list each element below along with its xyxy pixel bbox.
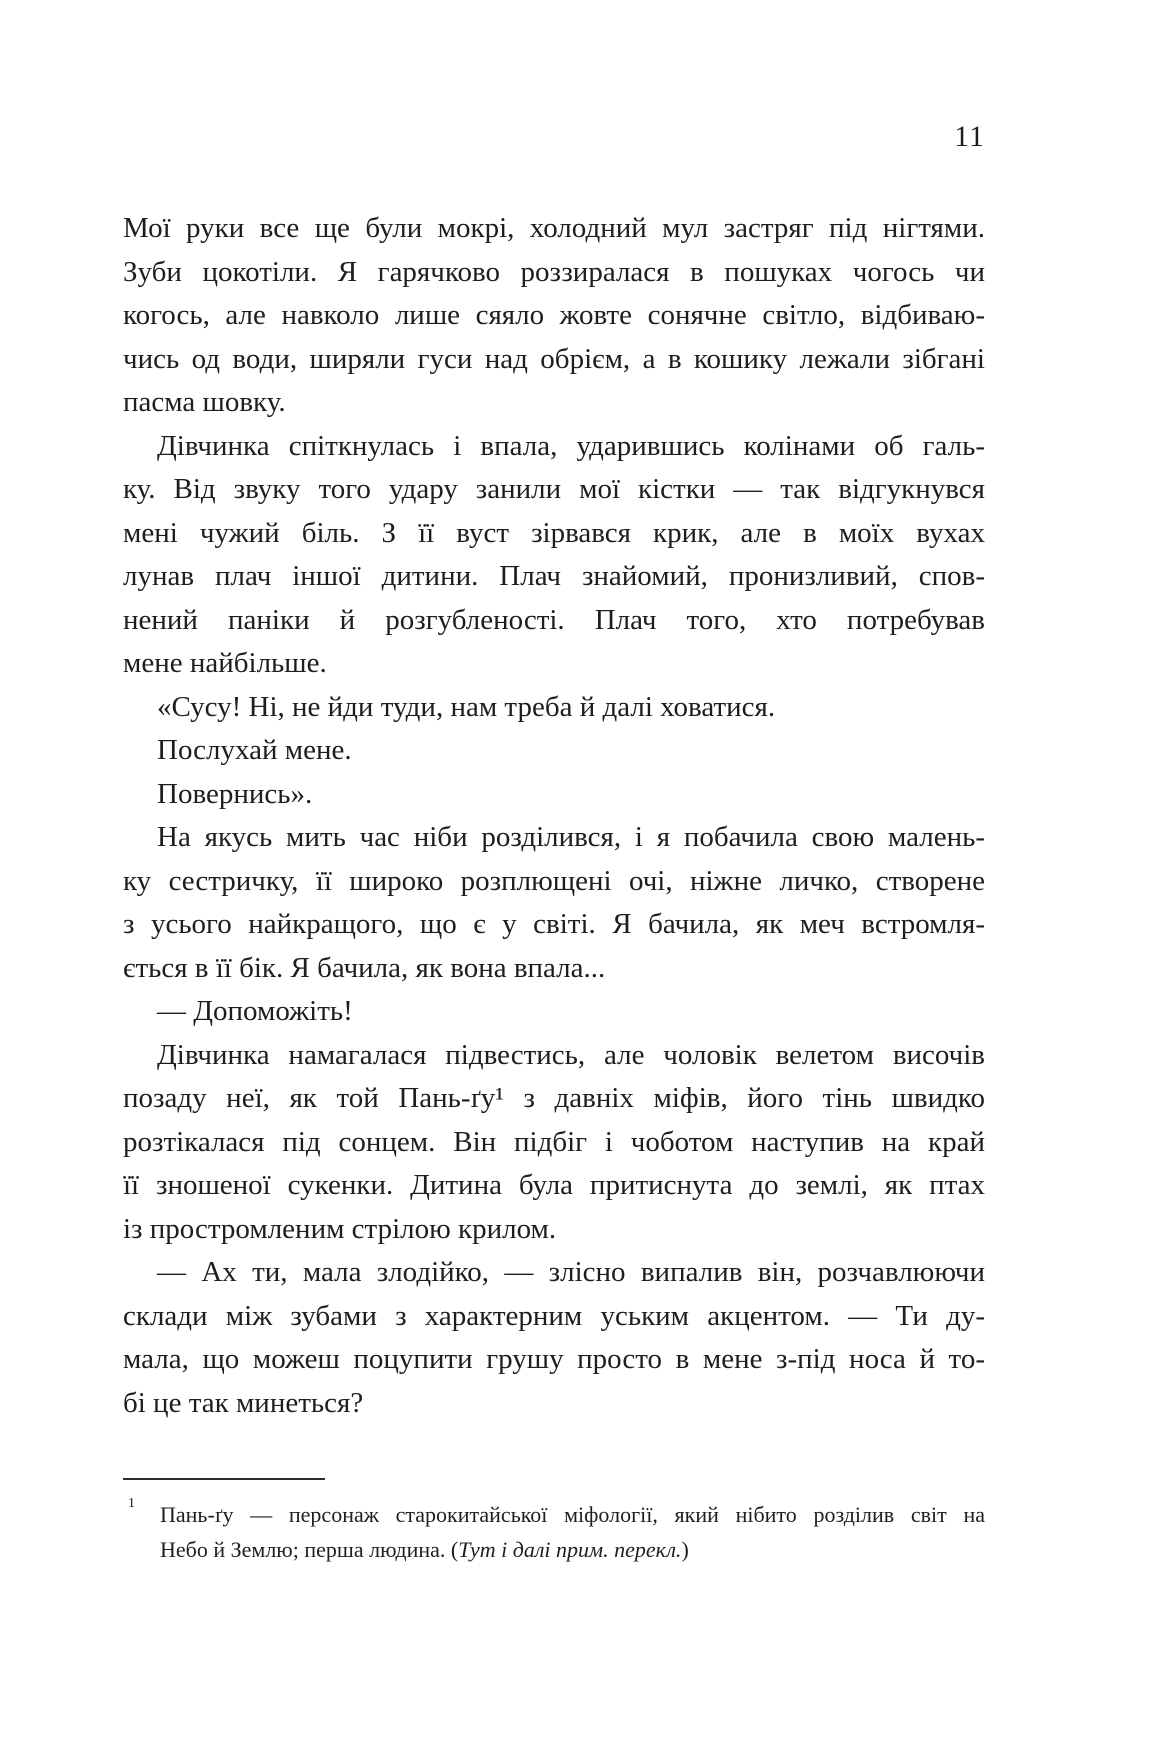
footnote-text-segment: Небо й Землю; перша людина. (: [160, 1537, 459, 1562]
text-line: Дівчинка намагалася підвестись, але чоловік велетом височів: [157, 1038, 985, 1071]
footnote-text: [160, 1497, 985, 1567]
text-line: ку. Від звуку того удару занили мої кістки — так відгукнувся: [123, 473, 985, 505]
text-line: На якусь мить час ніби розділився, і я побачила свою малень-: [157, 821, 985, 853]
text-line: пасма шовку.: [123, 386, 286, 418]
text-line: мала, що можеш поцупити грушу просто в мене з-під носа й то-: [123, 1343, 985, 1375]
text-line: — Допоможіть!: [157, 995, 353, 1027]
text-line: нений паніки й розгубленості. Плач того, хто потребував: [123, 603, 985, 636]
text-line: із простромленим стрілою крилом.: [123, 1212, 557, 1245]
footnote-text-segment: Пань-ґу — персонаж старокитайської міфології, який нібито розділив світ на: [160, 1502, 985, 1527]
text-line: Послухай мене.: [157, 734, 352, 766]
footnote-divider: [123, 1478, 325, 1480]
footnote-text-segment: ): [681, 1537, 689, 1562]
text-line: позаду неї, як той Пань-ґу¹ з давніх міфів, його тінь швидко: [123, 1082, 985, 1114]
text-line: лунав плач іншої дитини. Плач знайомий, пронизливий, спов-: [123, 560, 985, 592]
text-line: ється в її бік. Я бачила, як вона впала...: [123, 951, 606, 984]
footnote-line: [160, 1532, 985, 1567]
text-line: Мої руки все ще були мокрі, холодний мул застряг під нігтями.: [123, 212, 985, 244]
text-line: когось, але навколо лише сяяло жовте сонячне світло, відбиваю-: [123, 299, 985, 331]
text-line: ку сестричку, її широко розплющені очі, ніжне личко, створене: [123, 864, 985, 897]
text-line: мені чужий біль. З її вуст зірвався крик, але в моїх вухах: [123, 516, 985, 549]
body-text: [123, 207, 985, 1425]
text-line: — Ах ти, мала злодійко, — злісно випалив він, розчавлюючи: [157, 1256, 985, 1288]
text-line: чись од води, ширяли гуси над обрієм, а в кошику лежали зібгані: [123, 342, 985, 375]
text-line: її зношеної сукенки. Дитина була притиснута до землі, як птах: [123, 1169, 985, 1201]
footnote-line: [160, 1497, 985, 1532]
footnote-marker: 1: [128, 1496, 135, 1511]
footnote-translator-note: Тут і далі прим. перекл.: [458, 1537, 682, 1562]
text-line: розтікалася під сонцем. Він підбіг і чоботом наступив на край: [123, 1125, 985, 1158]
text-line: «Сусу! Ні, не йди туди, нам треба й далі ховатися.: [157, 690, 776, 723]
text-line: Дівчинка спіткнулась і впала, ударившись колінами об галь-: [157, 429, 985, 462]
text-line: з усього найкращого, що є у світі. Я бачила, як меч встромля-: [123, 908, 985, 940]
footnote: [123, 1497, 985, 1567]
text-line: склади між зубами з характерним уським акцентом. — Ти ду-: [123, 1299, 985, 1332]
text-line: мене найбільше.: [123, 647, 327, 679]
text-line: Зуби цокотіли. Я гарячково роззиралася в пошуках чогось чи: [123, 255, 985, 288]
text-line: бі це так минеться?: [123, 1386, 364, 1419]
text-line: Повернись».: [157, 777, 313, 810]
page-number: 11: [954, 120, 985, 153]
